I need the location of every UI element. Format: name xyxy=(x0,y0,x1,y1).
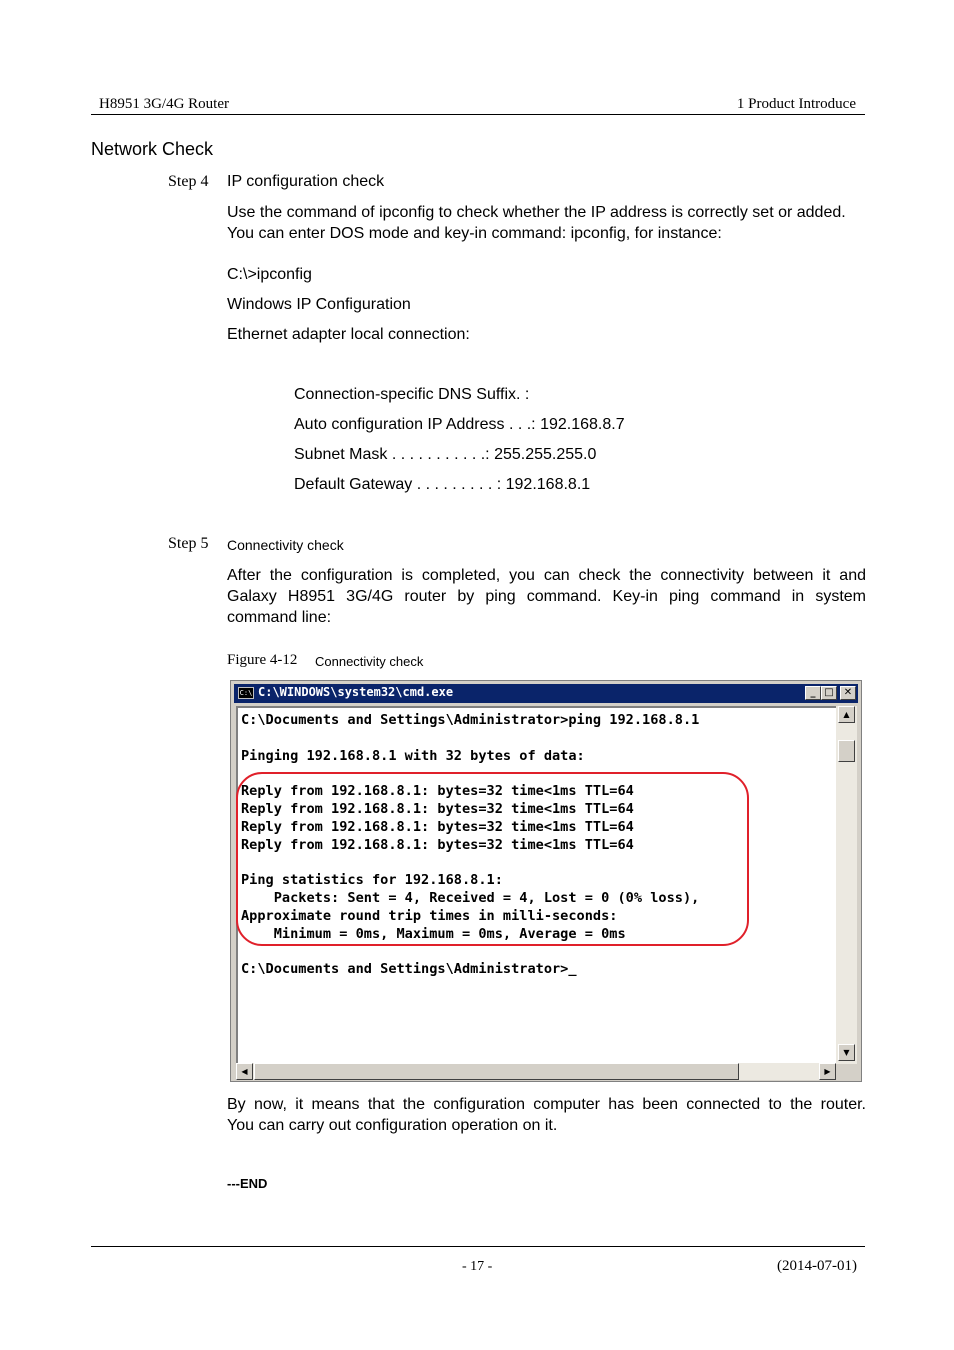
command-line: Ethernet adapter local connection: xyxy=(227,326,470,343)
figure-title: Connectivity check xyxy=(315,654,424,669)
config-line: Default Gateway . . . . . . . . . : 192.168.8.1 xyxy=(294,476,591,493)
step5-paragraph xyxy=(227,565,866,628)
console-line: C:\Documents and Settings\Administrator>ping 192.168.8.1 xyxy=(241,712,700,728)
maximize-icon: □ xyxy=(821,686,837,700)
step5-label: Step 5 xyxy=(168,535,209,552)
section-title: Network Check xyxy=(91,139,214,159)
console-line: Minimum = 0ms, Maximum = 0ms, Average = 0ms xyxy=(241,926,626,942)
console-line: Reply from 192.168.8.1: bytes=32 time<1ms TTL=64 xyxy=(241,819,634,835)
console-line: Reply from 192.168.8.1: bytes=32 time<1ms TTL=64 xyxy=(241,801,634,817)
header-doc-title: H8951 3G/4G Router xyxy=(99,96,229,112)
closing-para-line: By now, it means that the configuration computer has been connected to the router. xyxy=(227,1096,866,1113)
scroll-right-icon: ▶ xyxy=(819,1063,836,1080)
config-line: Connection-specific DNS Suffix. : xyxy=(294,386,530,403)
step5-title: Connectivity check xyxy=(227,537,344,553)
console-line: Pinging 192.168.8.1 with 32 bytes of data: xyxy=(241,748,585,764)
step4-para-line: You can enter DOS mode and key-in command: ipconfig, for instance: xyxy=(227,225,722,242)
step4-title: IP configuration check xyxy=(227,173,385,190)
config-line: Auto configuration IP Address . . .: 192.168.8.7 xyxy=(294,416,625,433)
header-rule xyxy=(91,114,865,115)
scroll-up-icon: ▲ xyxy=(838,706,855,723)
scroll-down-icon: ▼ xyxy=(838,1044,855,1061)
header-chapter: 1 Product Introduce xyxy=(736,96,856,112)
close-icon: ✕ xyxy=(840,686,856,700)
console-line: C:\Documents and Settings\Administrator>_ xyxy=(241,961,577,977)
cmd-window-title: C:\WINDOWS\system32\cmd.exe xyxy=(258,685,454,699)
command-line: Windows IP Configuration xyxy=(227,296,411,313)
vertical-scroll-thumb xyxy=(838,740,855,762)
figure-label: Figure 4-12 xyxy=(227,652,298,668)
closing-paragraph xyxy=(227,1094,866,1136)
scroll-left-icon: ◀ xyxy=(236,1063,253,1080)
horizontal-scroll-thumb xyxy=(254,1063,739,1080)
step5-para-line: After the configuration is completed, you can check the connectivity between it and xyxy=(227,567,866,584)
end-mark: ---END xyxy=(227,1176,268,1191)
cmd-console-output xyxy=(236,706,836,1064)
minimize-icon: _ xyxy=(805,686,821,700)
step4-label: Step 4 xyxy=(168,173,209,190)
step4-para-line: Use the command of ipconfig to check whether the IP address is correctly set or added. xyxy=(227,204,846,221)
console-line: Packets: Sent = 4, Received = 4, Lost = 0 (0% loss), xyxy=(241,890,700,906)
console-line: Reply from 192.168.8.1: bytes=32 time<1ms TTL=64 xyxy=(241,837,634,853)
command-line: C:\>ipconfig xyxy=(227,266,312,283)
cmd-titlebar xyxy=(234,684,858,703)
vertical-scrollbar xyxy=(836,706,857,1064)
horizontal-scrollbar xyxy=(236,1063,836,1080)
cmd-window-screenshot xyxy=(230,680,862,1082)
closing-para-line: You can carry out configuration operation on it. xyxy=(227,1117,558,1134)
console-line: Approximate round trip times in milli-seconds: xyxy=(241,908,618,924)
step4-paragraph xyxy=(227,202,867,244)
cmd-icon: C:\ xyxy=(239,689,253,697)
footer-rule xyxy=(91,1246,865,1247)
page-number: - 17 - xyxy=(462,1259,493,1274)
console-line: Reply from 192.168.8.1: bytes=32 time<1ms TTL=64 xyxy=(241,783,634,799)
config-line: Subnet Mask . . . . . . . . . . .: 255.255.255.0 xyxy=(294,446,597,463)
step5-para-line: command line: xyxy=(227,609,332,626)
step5-para-line: Galaxy H8951 3G/4G router by ping command. Key-in ping command in system xyxy=(227,588,866,605)
console-line: Ping statistics for 192.168.8.1: xyxy=(241,872,503,888)
footer-date: (2014-07-01) xyxy=(777,1258,857,1274)
